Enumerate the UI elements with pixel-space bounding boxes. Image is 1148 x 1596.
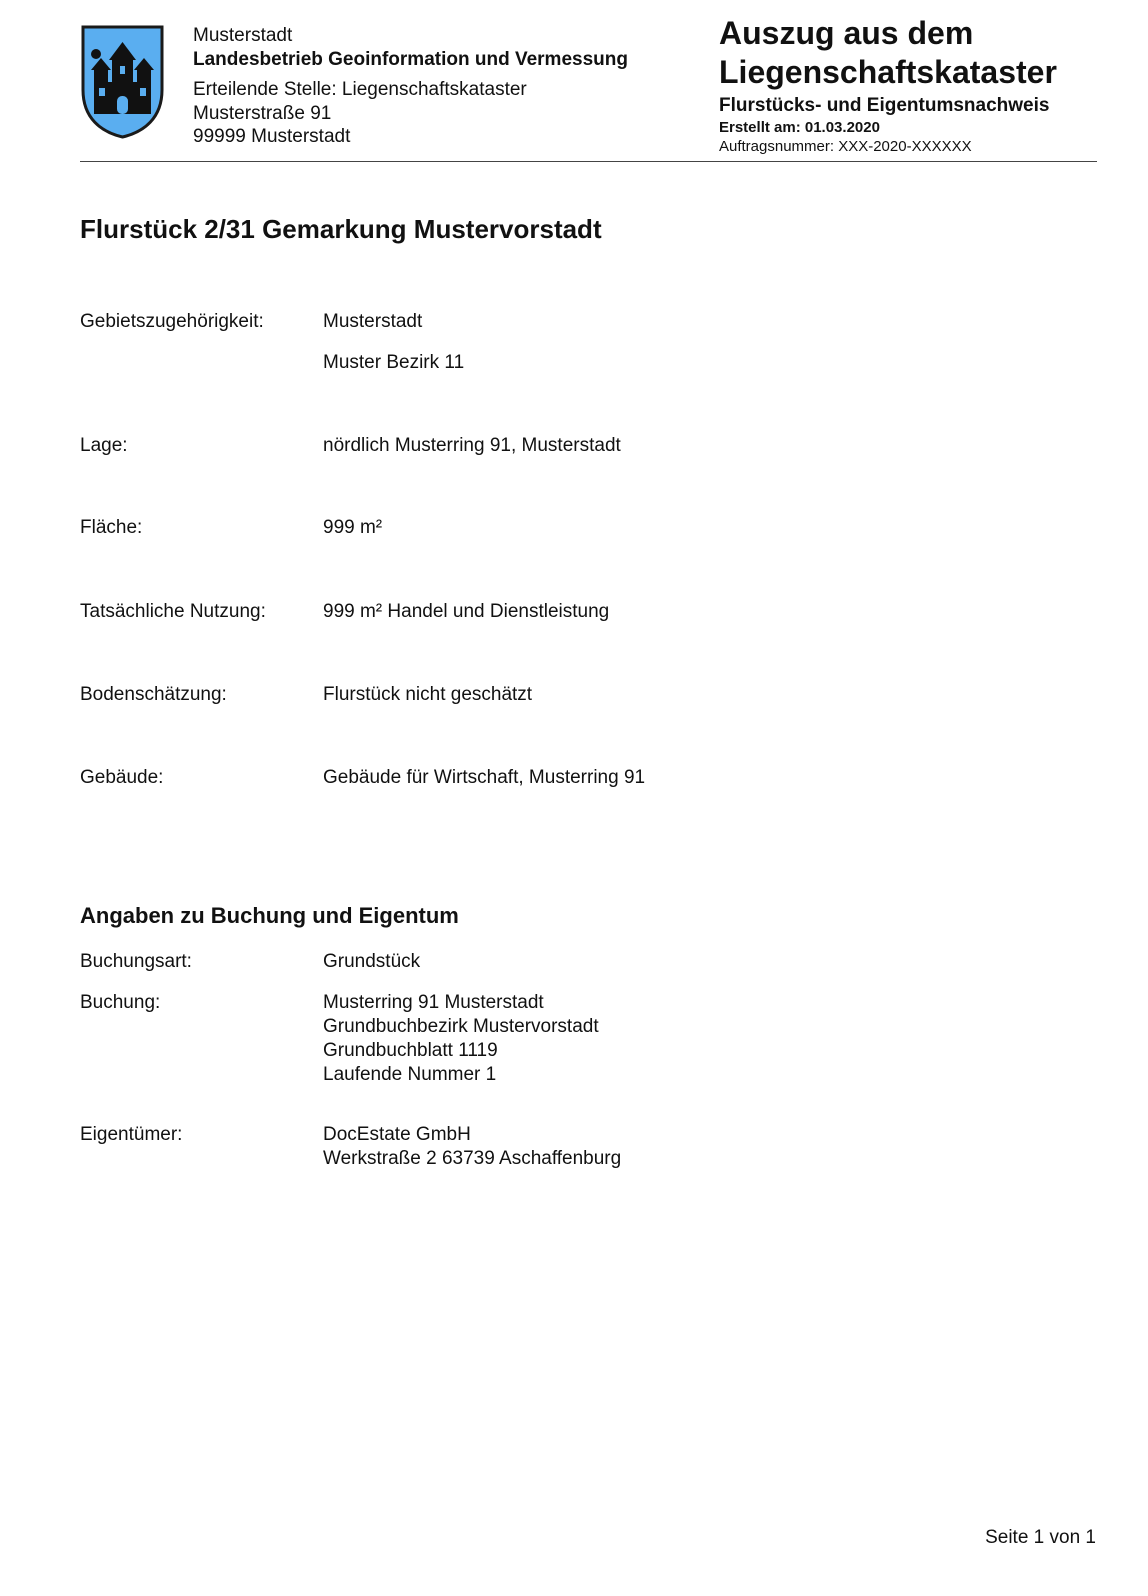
owner-name: DocEstate GmbH	[323, 1124, 471, 1145]
owner-address: Werkstraße 2 63739 Aschaffenburg	[323, 1148, 622, 1169]
issuing-office: Erteilende Stelle: Liegenschaftskataster	[193, 79, 527, 100]
coat-of-arms-icon	[80, 24, 165, 140]
booking-type-label: Buchungsart:	[80, 951, 192, 972]
territory-value-1: Musterstadt	[323, 311, 423, 332]
document-title-block	[719, 14, 1057, 156]
document-title-line-2: Liegenschaftskataster	[719, 54, 1057, 90]
issuer-city: Musterstadt	[193, 25, 293, 46]
booking-value-block	[323, 991, 599, 1087]
building-value: Gebäude für Wirtschaft, Musterring 91	[323, 767, 646, 788]
order-number: Auftragsnummer: XXX-2020-XXXXXX	[719, 138, 972, 155]
location-label: Lage:	[80, 435, 128, 456]
territory-label: Gebietszugehörigkeit:	[80, 311, 264, 332]
soil-assessment-label: Bodenschätzung:	[80, 684, 227, 705]
usage-label: Tatsächliche Nutzung:	[80, 601, 266, 622]
booking-line: Grundbuchbezirk Mustervorstadt	[323, 1016, 599, 1037]
issuer-zip-city: 99999 Musterstadt	[193, 126, 351, 147]
ownership-heading: Angaben zu Buchung und Eigentum	[80, 903, 459, 928]
booking-label: Buchung:	[80, 992, 161, 1013]
booking-line: Musterring 91 Musterstadt	[323, 992, 544, 1013]
document-subtitle: Flurstücks- und Eigentumsnachweis	[719, 95, 1050, 116]
usage-value: 999 m² Handel und Dienstleistung	[323, 601, 610, 622]
page-number: Seite 1 von 1	[985, 1527, 1096, 1548]
soil-assessment-value: Flurstück nicht geschätzt	[323, 684, 533, 705]
owner-label: Eigentümer:	[80, 1124, 183, 1145]
parcel-heading: Flurstück 2/31 Gemarkung Mustervorstadt	[80, 214, 602, 244]
booking-type-value: Grundstück	[323, 951, 421, 972]
issuer-office: Landesbetrieb Geoinformation und Vermessung	[193, 48, 628, 70]
issuer-address-block	[193, 24, 628, 149]
territory-value-2: Muster Bezirk 11	[323, 352, 465, 373]
issuer-street: Musterstraße 91	[193, 102, 332, 124]
document-title-line-1: Auszug aus dem	[719, 15, 974, 51]
header-divider	[80, 161, 1097, 162]
building-label: Gebäude:	[80, 767, 164, 788]
owner-value-block	[323, 1123, 621, 1171]
area-label: Fläche:	[80, 517, 143, 538]
booking-line: Laufende Nummer 1	[323, 1064, 497, 1085]
created-date: Erstellt am: 01.03.2020	[719, 119, 880, 136]
area-value: 999 m²	[323, 517, 383, 538]
booking-line: Grundbuchblatt 1119	[323, 1040, 498, 1061]
location-value: nördlich Musterring 91, Musterstadt	[323, 435, 621, 456]
